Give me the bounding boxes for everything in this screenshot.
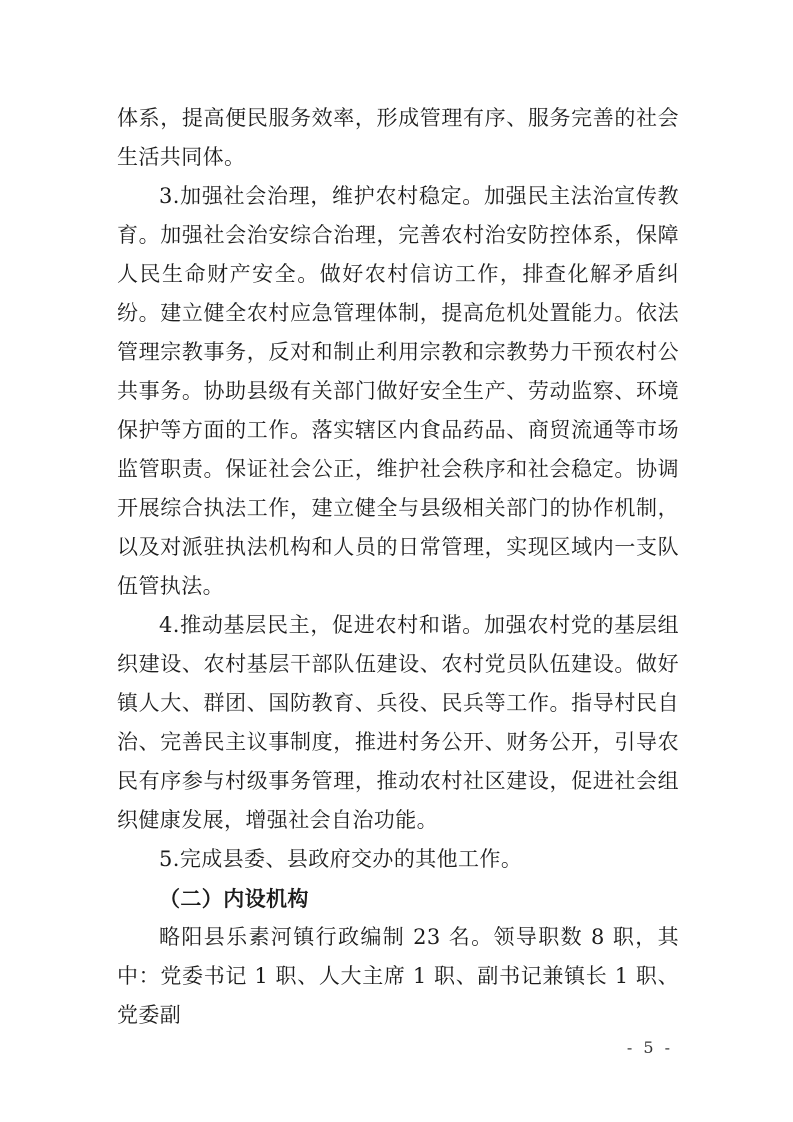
section-heading: （二）内设机构	[159, 886, 309, 911]
page-number: - 5 -	[626, 1038, 673, 1057]
paragraph-item-5: 5.完成县委、县政府交办的其他工作。	[159, 847, 523, 871]
document-body	[117, 99, 679, 1035]
paragraph-item-4: 4.推动基层民主，促进农村和谐。加强农村党的基层组织建设、农村基层干部队伍建设、农村党员队伍建设。做好镇人大、群团、国防教育、兵役、民兵等工作。指导村民自治、完善民主议事制度，推进村务公开、财务公开，引导农民有序参与村级事务管理，推动农村社区建设，促进社会组织健康发展，增强社会自治功能。	[117, 613, 679, 832]
paragraph-continuation: 体系，提高便民服务效率，形成管理有序、服务完善的社会生活共同体。	[117, 106, 679, 169]
paragraph-staffing: 略阳县乐素河镇行政编制 23 名。领导职数 8 职，其中：党委书记 1 职、人大主席 1 职、副书记兼镇长 1 职、党委副	[117, 925, 679, 1027]
paragraph-item-3: 3.加强社会治理，维护农村稳定。加强民主法治宣传教育。加强社会治安综合治理，完善农村治安防控体系，保障人民生命财产安全。做好农村信访工作，排查化解矛盾纠纷。建立健全农村应急管理体制，提高危机处置能力。依法管理宗教事务，反对和制止利用宗教和宗教势力干预农村公共事务。协助县级有关部门做好安全生产、劳动监察、环境保护等方面的工作。落实辖区内食品药品、商贸流通等市场监管职责。保证社会公正，维护社会秩序和社会稳定。协调开展综合执法工作，建立健全与县级相关部门的协作机制，以及对派驻执法机构和人员的日常管理，实现区域内一支队伍管执法。	[117, 184, 679, 598]
